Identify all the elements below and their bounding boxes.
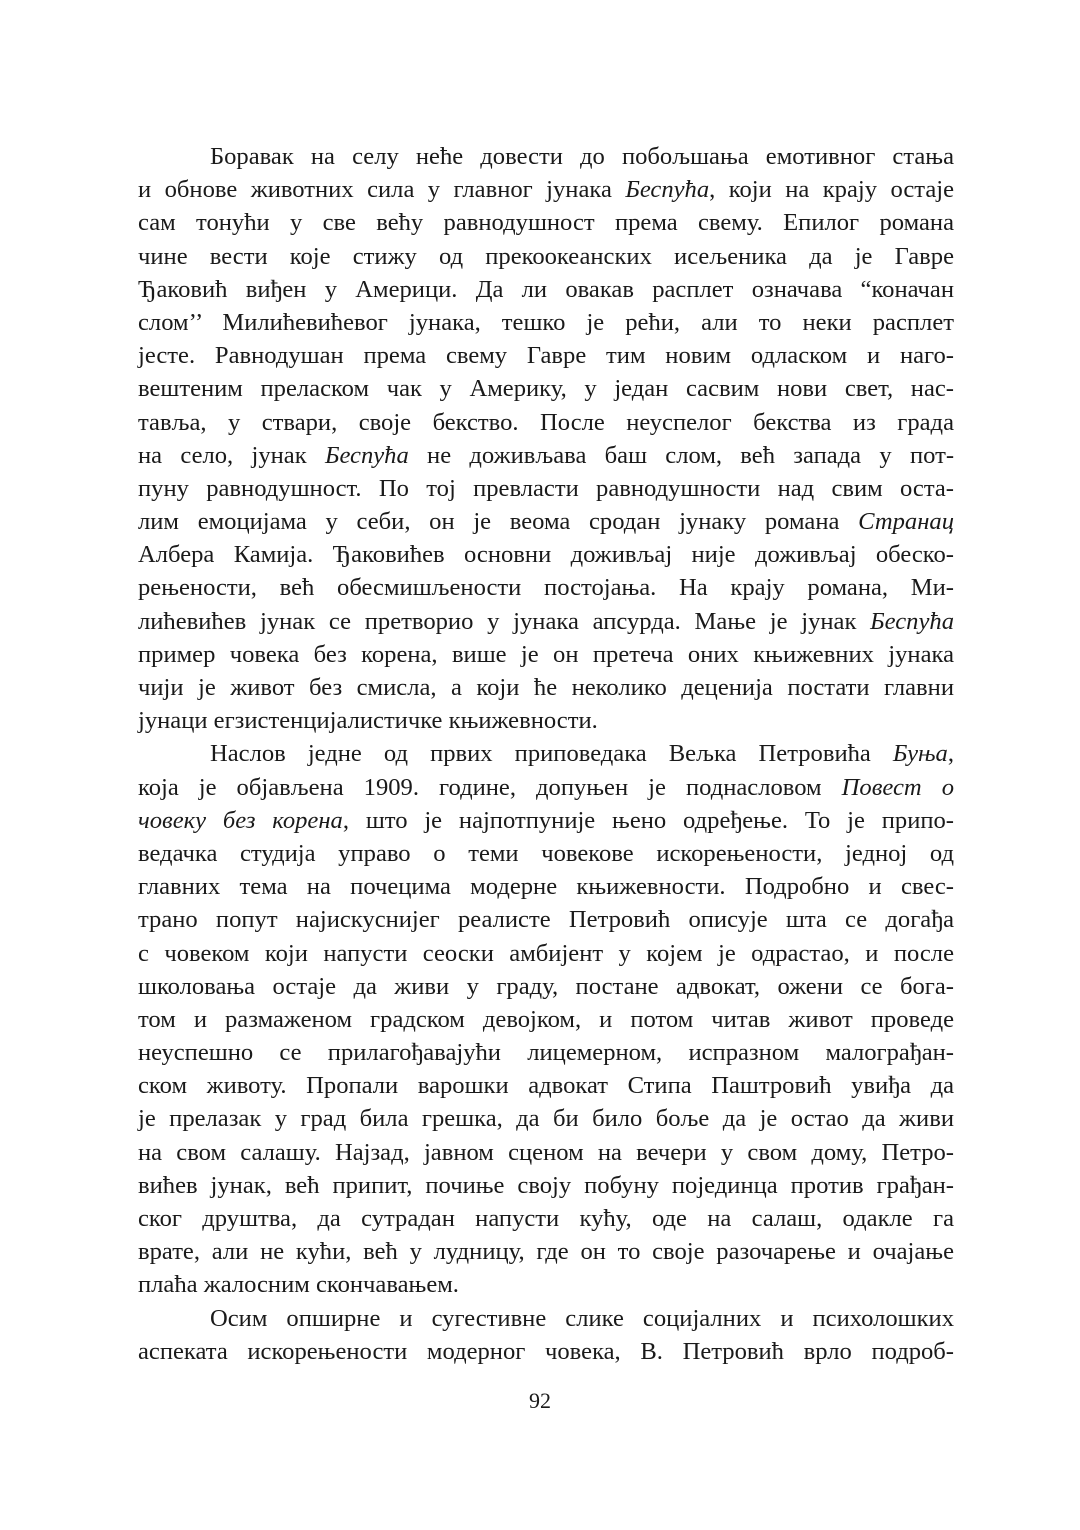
text-segment: , што је најпотпуније њено одређење. То је припо-: [342, 806, 954, 834]
text-line: [138, 771, 954, 804]
italic-title: човеку без корена: [138, 806, 343, 834]
text-segment: аспеката искорењености модерног човека, В. Петровић врло подроб-: [138, 1337, 954, 1365]
text-line: [138, 1102, 954, 1135]
italic-title: Странац: [858, 508, 954, 536]
text-line: [138, 1069, 954, 1102]
text-line: [138, 671, 954, 704]
text-line: [138, 1036, 954, 1069]
text-line: [138, 439, 954, 472]
italic-title: Беспућа: [324, 441, 409, 469]
text-segment: сам тонући у све већу равнодушност према свему. Епилог романа: [138, 209, 954, 237]
italic-title: Буња: [892, 740, 948, 768]
text-line: [138, 538, 954, 571]
text-segment: вићев јунак, већ припит, почиње своју побуну појединца против грађан-: [138, 1171, 954, 1199]
text-line: [138, 605, 954, 638]
text-line: [138, 1003, 954, 1036]
text-line: [138, 970, 954, 1003]
text-segment: главних тема на почецима модерне књижевности. Подробно и свес-: [138, 873, 954, 901]
italic-title: Беспућа: [625, 176, 710, 204]
text-line: [138, 1335, 954, 1368]
text-line: [138, 206, 954, 239]
page-number: 92: [529, 1388, 551, 1413]
text-segment: ском животу. Пропали варошки адвокат Стипа Паштровић увиђа да: [138, 1072, 954, 1100]
text-segment: слом’’ Милићевићевог јунака, тешко је рећи, али то неки расплет: [138, 308, 954, 336]
text-line: [138, 406, 954, 439]
text-segment: и обнове животних сила у главног јунака: [138, 176, 626, 204]
text-line: [138, 472, 954, 505]
text-segment: чији је живот без смисла, а који ће неколико деценија постати главни: [138, 674, 954, 701]
text-segment: врате, али не кући, већ у лудницу, где он то своје разочарење и очајање: [138, 1238, 954, 1266]
text-line: [138, 173, 954, 206]
text-line: [138, 804, 954, 837]
text-line: [138, 1136, 954, 1169]
text-line: [138, 870, 954, 903]
text-segment: јесте. Равнодушан према свему Гавре тим новим одласком и наго-: [138, 342, 954, 370]
text-segment: чине вести које стижу од прекоокеанских исељеника да је Гавре: [138, 242, 954, 270]
italic-title: Беспућа: [870, 607, 954, 635]
text-segment: јунаци егзистенцијалистичке књижевности.: [138, 707, 598, 735]
text-line: [138, 372, 954, 405]
text-line: [138, 306, 954, 339]
text-segment: пуну равнодушност. По тој превласти равнодушности над свим оста-: [138, 474, 954, 502]
text-segment: не доживљава баш слом, већ запада у пот-: [408, 441, 955, 469]
body-text: [138, 140, 954, 1368]
text-segment: ског друштва, да сутрадан напусти кућу, оде на салаш, одакле га: [138, 1205, 954, 1232]
text-segment: тавља, у ствари, своје бекство. После неуспелог бекства из града: [138, 408, 954, 436]
text-segment: лићевићев јунак се претворио у јунака апсурда. Мање је јунак: [138, 607, 871, 635]
text-segment: школовања остаје да живи у граду, постане адвокат, ожени се бога-: [138, 972, 954, 1000]
text-segment: која је објављена 1909. године, допуњен је поднасловом: [138, 773, 842, 801]
text-line: [138, 903, 954, 936]
text-line: [138, 638, 954, 671]
text-segment: , који на крају остаје: [709, 176, 954, 204]
text-line: [138, 1302, 954, 1335]
text-line: [138, 1169, 954, 1202]
text-segment: вештеним преласком чак у Америку, у један сасвим нови свет, нас-: [138, 375, 954, 403]
text-line: [138, 1202, 954, 1235]
text-segment: ведачка студија управо о теми човекове искорењености, једној од: [138, 839, 954, 867]
text-segment: Албера Камија. Ђаковићев основни доживљај није доживљај обеско-: [138, 541, 954, 569]
text-segment: пример човека без корена, више је он претеча оних књижевних јунака: [138, 640, 954, 668]
text-line: [138, 571, 954, 604]
text-segment: Наслов једне од првих приповедака Вељка Петровића: [210, 740, 893, 768]
text-segment: трано попут најискуснијег реалисте Петровић описује шта се догађа: [138, 906, 954, 934]
text-segment: Боравак на селу неће довести до побољшања емотивног стања: [210, 143, 954, 170]
text-segment: на село, јунак: [138, 441, 325, 469]
text-line: [138, 339, 954, 372]
text-segment: лим емоцијама у себи, он је веома сродан јунаку романа: [138, 508, 859, 536]
text-segment: Осим опширне и сугестивне слике социјалних и психолошких: [210, 1304, 954, 1332]
text-line: [138, 140, 954, 173]
text-line: [138, 273, 954, 306]
text-segment: том и размаженом градском девојком, и потом читав живот проведе: [138, 1005, 954, 1033]
text-line: [138, 837, 954, 870]
text-line: [138, 1235, 954, 1268]
text-line: [138, 704, 954, 737]
text-segment: ,: [947, 740, 954, 768]
text-line: [138, 240, 954, 273]
text-segment: плаћа жалосним скончавањем.: [138, 1271, 459, 1299]
italic-title: Повест о: [841, 773, 954, 801]
text-line: [138, 937, 954, 970]
text-segment: рењености, већ обесмишљености постојања. На крају романа, Ми-: [138, 574, 954, 602]
text-segment: је прелазак у град била грешка, да би било боље да је остао да живи: [138, 1105, 954, 1133]
text-segment: на свом салашу. Најзад, јавном сценом на вечери у свом дому, Петро-: [138, 1138, 954, 1166]
text-line: [138, 505, 954, 538]
text-segment: неуспешно се прилагођавајући лицемерном, испразном малограђан-: [138, 1039, 954, 1067]
text-segment: с човеком који напусти сеоски амбијент у којем је одрастао, и после: [138, 939, 954, 967]
text-line: [138, 737, 954, 770]
text-line: [138, 1268, 954, 1301]
text-segment: Ђаковић виђен у Америци. Да ли овакав расплет означава “коначан: [138, 275, 954, 303]
